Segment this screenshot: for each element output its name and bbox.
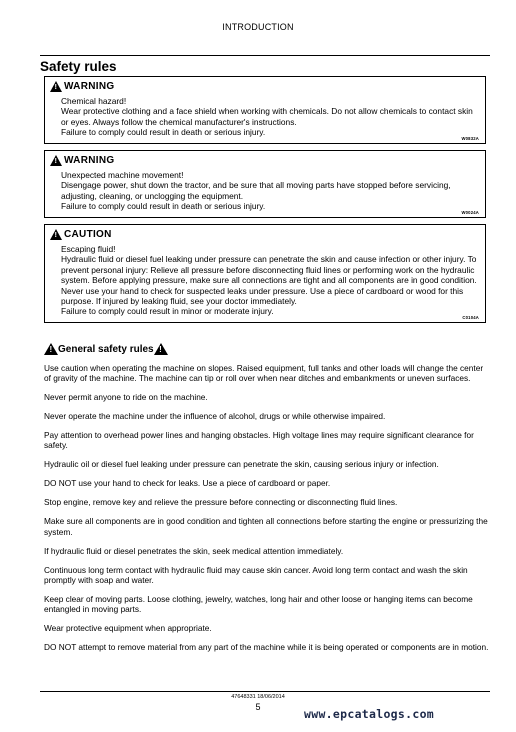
- caution-line: Hydraulic fluid or diesel fuel leaking under pressure can penetrate the skin and cause infection or other injury. To prevent personal injury: Relieve all pressure before disconnecting fluid lines or performing work on the hydraulic system. Before applying pressure, make sure all connections are tight and all components are in good condition. Never use your hand to check for suspected leaks under pressure. Use a piece of cardboard or wood for this purpose. If injured by leaking fluid, see your doctor immediately.: [61, 254, 477, 307]
- caution-line: Escaping fluid!: [61, 244, 116, 254]
- warning-line: Disengage power, shut down the tractor, and be sure that all moving parts have stopped before servicing, adjusting, cleaning, or unclogging the equipment.: [61, 180, 451, 201]
- general-safety-rules: [44, 363, 490, 661]
- warning-text: [61, 170, 479, 212]
- rule-paragraph: Pay attention to overhead power lines and hanging obstacles. High voltage lines may require significant clearance for safety.: [44, 430, 474, 451]
- warning-line: Chemical hazard!: [61, 96, 127, 106]
- general-safety-heading: [44, 343, 168, 355]
- warning-box-chemical: [44, 76, 486, 144]
- warning-code: W0832A: [461, 135, 479, 141]
- warning-line: Wear protective clothing and a face shield when working with chemicals. Do not allow chemicals to contact skin or eyes. Always follow the chemical manufacturer's instructions.: [61, 106, 473, 127]
- warning-header: [50, 154, 479, 166]
- warning-triangle-icon: [44, 343, 58, 355]
- warning-code: W0024A: [461, 209, 479, 215]
- rule-paragraph: Use caution when operating the machine on slopes. Raised equipment, full tanks and other loads will change the center of gravity of the machine. The machine can tip or roll over when near ditches and embankments or uneven surfaces.: [44, 363, 484, 384]
- rule-paragraph: Wear protective equipment when appropriate.: [44, 623, 212, 634]
- caution-code: C0104A: [462, 314, 479, 320]
- warning-level-label: WARNING: [64, 154, 115, 166]
- page-number: 5: [255, 702, 261, 712]
- page-title: Safety rules: [40, 59, 117, 74]
- warning-triangle-icon: [154, 343, 168, 355]
- warning-line: Unexpected machine movement!: [61, 170, 184, 180]
- rule-paragraph: Never permit anyone to ride on the machine.: [44, 392, 208, 403]
- document-number: 47648331 18/06/2014: [231, 694, 285, 700]
- caution-header: [50, 228, 479, 240]
- caution-box-fluid: [44, 224, 486, 323]
- caution-line: Failure to comply could result in minor or moderate injury.: [61, 306, 274, 317]
- rule-paragraph: DO NOT attempt to remove material from any part of the machine while it is being operated or components are in motion.: [44, 642, 489, 653]
- caution-text: [61, 244, 479, 317]
- warning-triangle-icon: [50, 81, 62, 92]
- rule-paragraph: Continuous long term contact with hydraulic fluid may cause skin cancer. Avoid long term contact and wash the skin promptly with soap and water.: [44, 564, 468, 585]
- rule-paragraph: Make sure all components are in good condition and tighten all connections before starting the engine or pressurizing the system.: [44, 516, 488, 537]
- warning-level-label: WARNING: [64, 80, 115, 92]
- section-header: INTRODUCTION: [222, 22, 294, 32]
- rule-paragraph: If hydraulic fluid or diesel penetrates the skin, seek medical attention immediately.: [44, 545, 344, 556]
- caution-triangle-icon: [50, 229, 62, 240]
- rule-paragraph: Never operate the machine under the influence of alcohol, drugs or while otherwise impaired.: [44, 411, 386, 422]
- warning-box-movement: [44, 150, 486, 218]
- rule-paragraph: Stop engine, remove key and relieve the pressure before connecting or disconnecting fluid lines.: [44, 497, 398, 508]
- warning-triangle-icon: [50, 155, 62, 166]
- rule-paragraph: DO NOT use your hand to check for leaks. Use a piece of cardboard or paper.: [44, 478, 331, 489]
- title-rule: [40, 55, 490, 74]
- warning-line: Failure to comply could result in death or serious injury.: [61, 201, 266, 212]
- general-safety-heading-text: General safety rules: [58, 343, 154, 355]
- rule-paragraph: Keep clear of moving parts. Loose clothing, jewelry, watches, long hair and other loose or hanging items can become entangled in moving parts.: [44, 593, 473, 615]
- footer-rule: [40, 691, 490, 692]
- warning-header: [50, 80, 479, 92]
- caution-level-label: CAUTION: [64, 228, 112, 240]
- warning-line: Failure to comply could result in death or serious injury.: [61, 127, 266, 138]
- rule-paragraph: Hydraulic oil or diesel fuel leaking under pressure can penetrate the skin, causing serious injury or infection.: [44, 459, 439, 470]
- warning-text: [61, 96, 479, 138]
- watermark-url: www.epcatalogs.com: [304, 707, 435, 721]
